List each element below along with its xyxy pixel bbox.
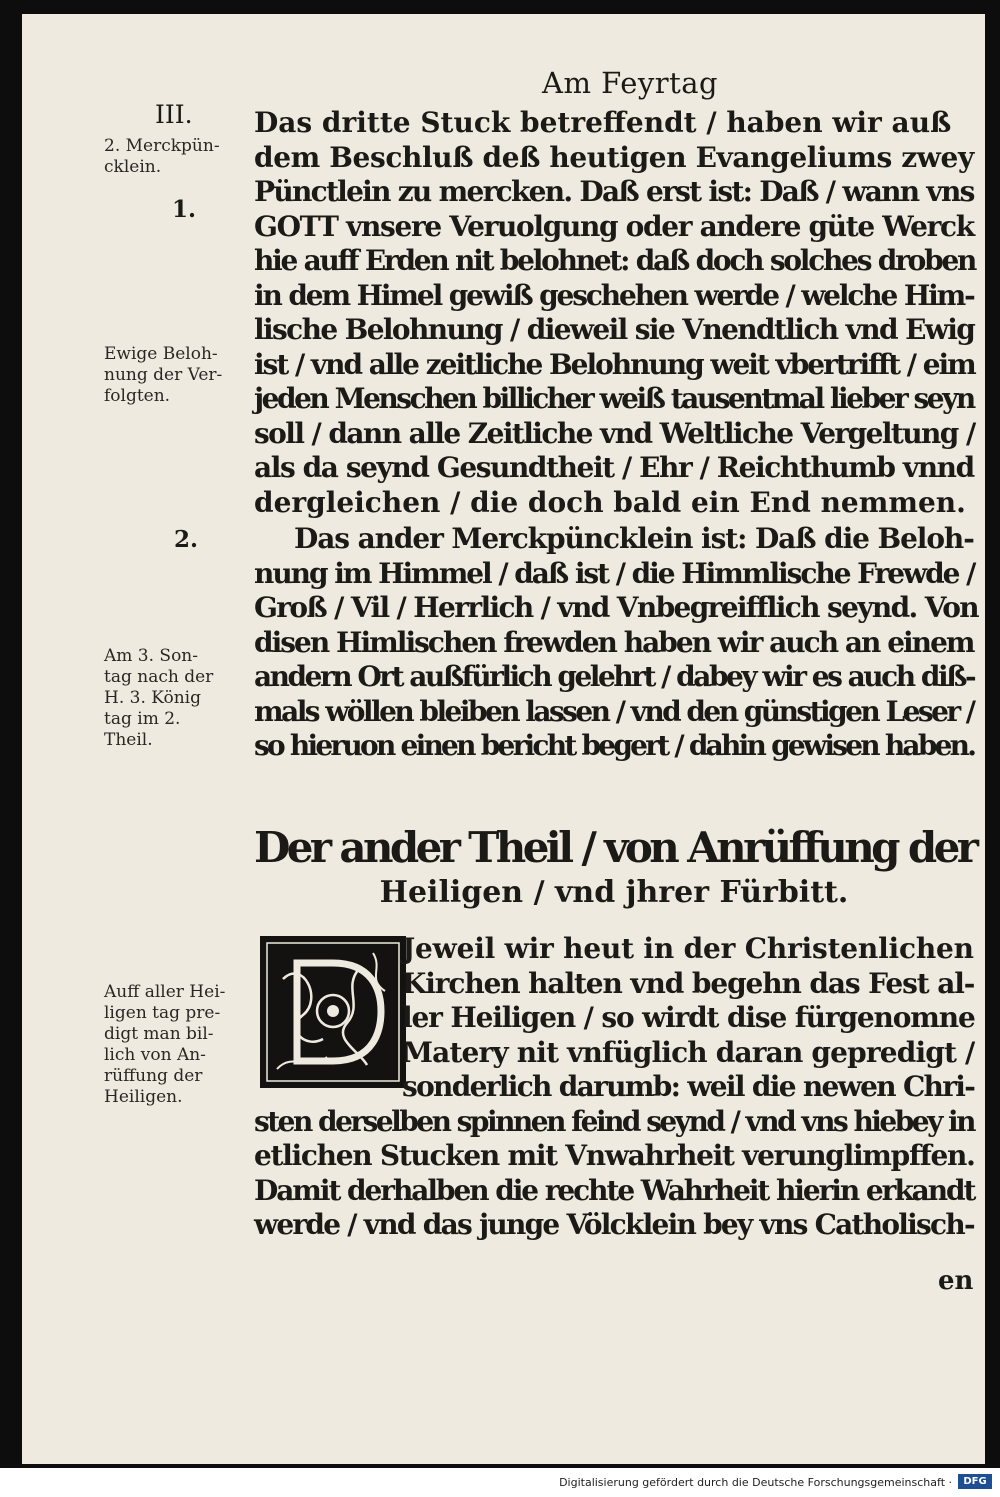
text-line: jeden Menschen billicher weiß tausentmal lieber seyn xyxy=(254,382,974,415)
dfg-logo: DFG xyxy=(958,1474,992,1489)
text-line: ist / vnd alle zeitliche Belohnung weit vbertrifft / eim xyxy=(254,347,975,381)
text-line: mals wöllen bleiben lassen / vnd den günstigen Leser / xyxy=(254,694,974,728)
text-line: etlichen Stucken mit Vnwahrheit verunglimpffen. xyxy=(254,1139,975,1172)
text-line: sonderlich darumb: weil die newen Chri- xyxy=(402,1070,975,1103)
text-line: Jeweil wir heut in der Christenlichen xyxy=(402,932,974,965)
text-line: so hieruon einen bericht begert / dahin gewisen haben. xyxy=(254,729,975,762)
text-line: disen Himlischen frewden haben wir auch an einem xyxy=(254,625,974,659)
text-line: Matery nit vnfüglich daran gepredigt / xyxy=(402,1035,975,1069)
book-page xyxy=(22,14,985,1464)
margin-note-allerheiligen: Auff aller Hei- ligen tag pre- digt man bil- lich von An- rüffung der Heiligen. xyxy=(104,982,226,1107)
heading-line: Der ander Theil / von Anrüffung der xyxy=(254,823,976,872)
text-line: hie auff Erden nit belohnet: daß doch solches droben xyxy=(254,244,976,277)
paragraph-second-point xyxy=(254,522,979,764)
funding-credit: Digitalisierung gefördert durch die Deutsche Forschungsgemeinschaft · xyxy=(559,1476,952,1489)
text-line: als da seynd Gesundtheit / Ehr / Reichthumb vnnd xyxy=(254,451,974,484)
catchword: en xyxy=(938,1266,974,1296)
text-line: ler Heiligen / so wirdt dise fürgenomne xyxy=(402,1001,975,1034)
text-line: dem Beschluß deß heutigen Evangeliums zwey xyxy=(254,140,974,174)
text-line: Pünctlein zu mercken. Daß erst ist: Daß / wann vns xyxy=(254,175,974,208)
margin-number-2: 2. xyxy=(174,526,199,553)
text-line: Kirchen halten vnd begehn das Fest al- xyxy=(402,966,975,1000)
paragraph-intercession xyxy=(254,932,974,1243)
text-line: andern Ort außfürlich gelehrt / dabey wir es auch diß- xyxy=(254,660,975,693)
text-line: in dem Himel gewiß geschehen werde / welche Him- xyxy=(254,278,974,312)
section-heading xyxy=(254,822,974,912)
text-line: soll / dann alle Zeitliche vnd Weltliche Vergeltung / xyxy=(254,416,975,450)
margin-note-sonntag-reference: Am 3. Son- tag nach der H. 3. König tag im 2. Theil. xyxy=(104,646,214,750)
digitization-footer xyxy=(0,1468,1000,1497)
margin-note-ewige-belohnung: Ewige Beloh- nung der Ver- folgten. xyxy=(104,344,223,406)
text-line: Groß / Vil / Herrlich / vnd Vnbegreifflich seynd. Von xyxy=(254,591,979,624)
text-line: Das ander Merckpüncklein ist: Daß die Beloh- xyxy=(294,522,974,555)
text-line: Das dritte Stuck betreffendt / haben wir auß xyxy=(254,106,952,139)
text-line: nung im Himmel / daß ist / die Himmlische Frewde / xyxy=(254,556,975,590)
section-number: III. xyxy=(155,100,193,129)
paragraph-third-piece xyxy=(254,106,974,520)
text-line: lische Belohnung / dieweil sie Vnendtlich vnd Ewig xyxy=(254,313,975,346)
text-line: Damit derhalben die rechte Wahrheit hierin erkandt xyxy=(254,1173,975,1207)
margin-note-merckpuencklein: 2. Merckpün- cklein. xyxy=(104,136,220,177)
text-line: werde / vnd das junge Völcklein bey vns Catholisch- xyxy=(254,1208,974,1241)
running-head: Am Feyrtag xyxy=(542,66,719,100)
text-line: GOTT vnsere Veruolgung oder andere güte Werck xyxy=(254,209,974,243)
margin-number-1: 1. xyxy=(172,196,197,223)
text-line: dergleichen / die doch bald ein End nemmen. xyxy=(254,485,966,519)
text-line: sten derselben spinnen feind seynd / vnd vns hiebey in xyxy=(254,1104,974,1138)
heading-line: Heiligen / vnd jhrer Fürbitt. xyxy=(379,875,849,910)
